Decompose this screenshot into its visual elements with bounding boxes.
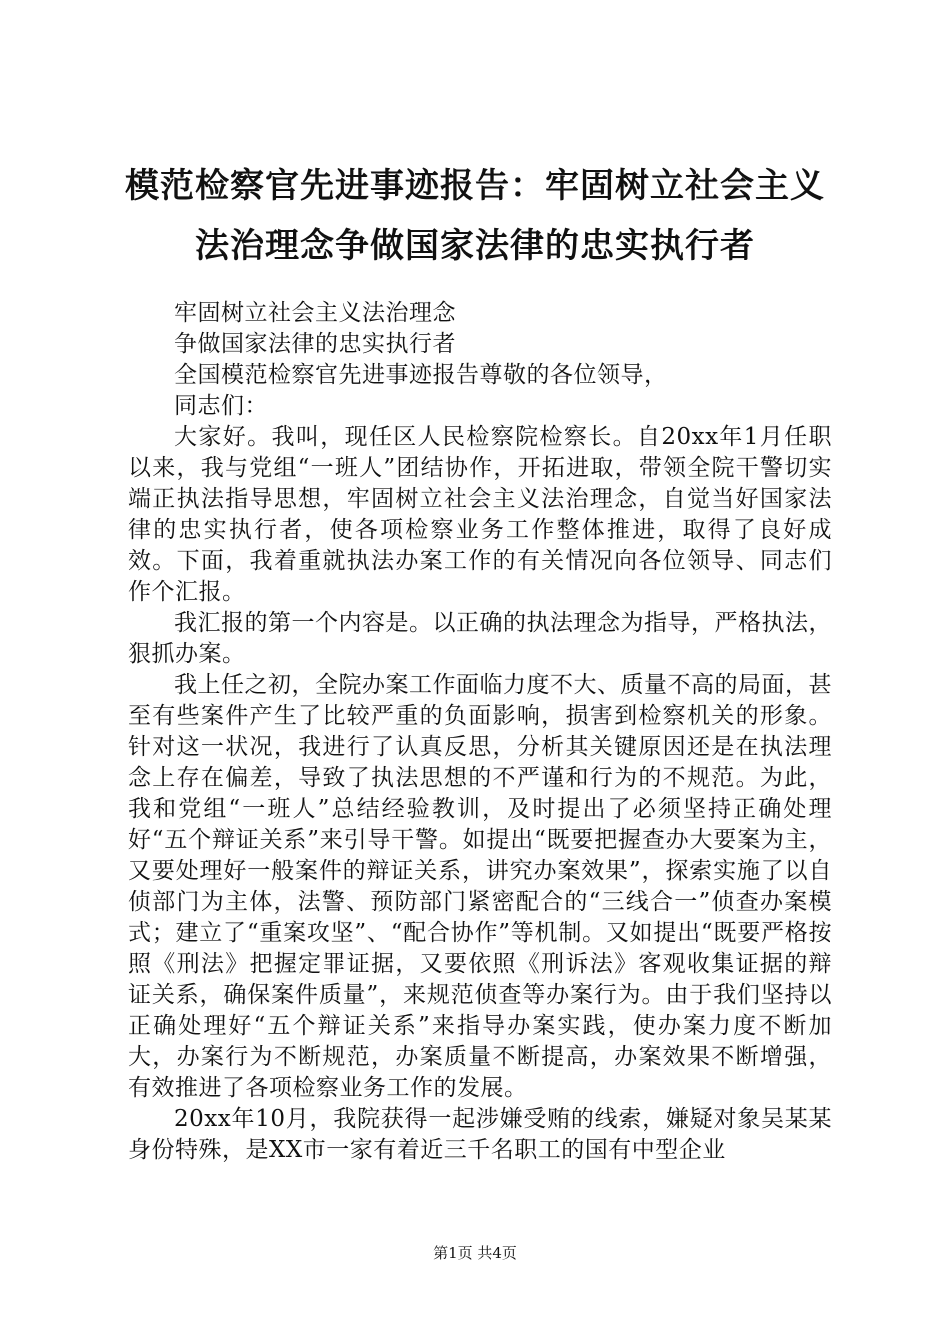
paragraph: 全国模范检察官先进事迹报告尊敬的各位领导， xyxy=(174,362,668,388)
title-line-1: 模范检察官先进事迹报告：牢固树立社会主义 xyxy=(125,166,825,206)
document-body xyxy=(128,298,832,1166)
title-line-2: 法治理念争做国家法律的忠实执行者 xyxy=(195,226,755,266)
paragraph: 我上任之初，全院办案工作面临力度不大、质量不高的局面，甚至有些案件产生了比较严重的负面影响，损害到检察机关的形象。针对这一状况，我进行了认真反思，分析其关键原因还是在执法理念上存在偏差，导致了执法思想的不严谨和行为的不规范。为此，我和党组“一班人”总结经验教训，及时提出了必须坚持正确处理好“五个辩证关系”来引导干警。如提出“既要把握查办大要案为主，又要处理好一般案件的辩证关系，讲究办案效果”，探索实施了以自侦部门为主体，法警、预防部门紧密配合的“三线合一”侦查办案模式；建立了“重案攻坚”、“配合协作”等机制。又如提出“既要严格按照《刑法》把握定罪证据，又要依照《刑诉法》客观收集证据的辩证关系，确保案件质量”，来规范侦查等办案行为。由于我们坚持以正确处理好“五个辩证关系”来指导办案实践，使办案力度不断加大，办案行为不断规范，办案质量不断提高，办案效果不断增强，有效推进了各项检察业务工作的发展。 xyxy=(128,672,832,1101)
paragraph: 同志们： xyxy=(174,393,268,419)
paragraph: 我汇报的第一个内容是。以正确的执法理念为指导，严格执法，狠抓办案。 xyxy=(128,610,832,667)
paragraph: 争做国家法律的忠实执行者 xyxy=(174,331,456,357)
page-footer: 第1页 共4页 xyxy=(433,1244,517,1262)
paragraph: 牢固树立社会主义法治理念 xyxy=(174,300,456,326)
paragraph: 20xx年10月，我院获得一起涉嫌受贿的线索，嫌疑对象吴某某身份特殊，是XX市一家有着近三千名职工的国有中型企业 xyxy=(128,1106,832,1163)
document-title xyxy=(110,156,840,276)
paragraph: 大家好。我叫，现任区人民检察院检察长。自20xx年1月任职以来，我与党组“一班人”团结协作，开拓进取，带领全院干警切实端正执法指导思想，牢固树立社会主义法治理念，自觉当好国家法律的忠实执行者，使各项检察业务工作整体推进，取得了良好成效。下面，我着重就执法办案工作的有关情况向各位领导、同志们作个汇报。 xyxy=(128,424,832,605)
